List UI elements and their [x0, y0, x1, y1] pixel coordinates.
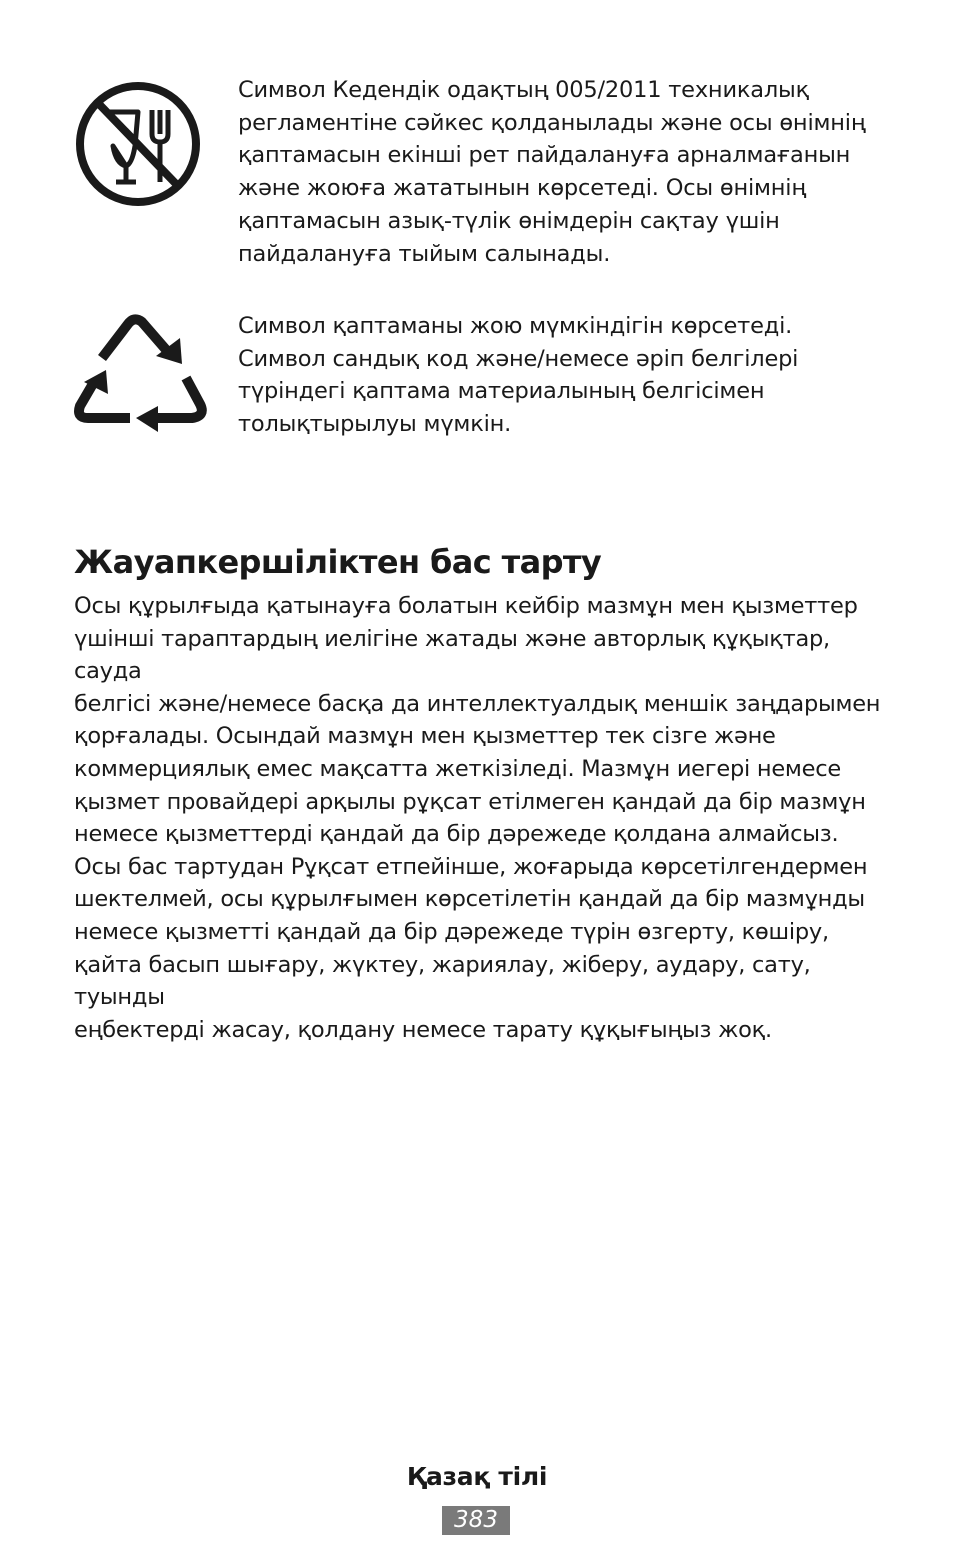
symbol-description: Символ қаптаманы жою мүмкіндігін көрсетеді. Символ сандық код және/немесе әріп белгілері түріндегі қаптама материалының белгісімен толықтырылуы мүмкін.	[238, 313, 799, 438]
recycle-icon	[72, 312, 212, 440]
no-food-contact-notice	[72, 76, 892, 276]
symbol-description: Символ Кедендік одақтың 005/2011 техникалық регламентіне сәйкес қолданылады және осы өнімнің қаптамасын екінші рет пайдалануға арналмағанын және жоюға жататынын көрсетеді. Осы өнімнің қаптамасын азық-түлік өнімдерін сақтау үшін пайдалануға тыйым салынады.	[238, 77, 866, 267]
recycle-notice	[72, 312, 892, 452]
no-food-contact-icon	[72, 76, 204, 208]
page-number-badge: 383	[442, 1506, 510, 1535]
section-body: Осы құрылғыда қатынауға болатын кейбір мазмұн мен қызметтер үшінші тараптардың иелігіне жатады және авторлық құқықтар, сауда белгісі және/немесе басқа да интеллектуалдық меншік заңдарымен қорғалады. Осындай мазмұн мен қызметтер тек сізге және коммерциялық емес мақсатта жеткізіледі. Мазмұн иегері немесе қызмет провайдері арқылы рұқсат етілмеген қандай да бір мазмұн немесе қызметтерді қандай да бір дәрежеде қолдана алмайсыз. Осы бас тартудан Рұқсат етпейінше, жоғарыда көрсетілгендермен шектелмей, осы құрылғымен көрсетілетін қандай да бір мазмұнды немесе қызметті қандай да бір дәрежеде түрін өзгерту, көшіру, қайта басып шығару, жүктеу, жариялау, жіберу, аудару, сату, туынды еңбектерді жасау, қолдану немесе тарату құқығыңыз жоқ.	[74, 593, 881, 1043]
footer-language: Қазақ тілі	[406, 1462, 548, 1491]
section-title: Жауапкершіліктен бас тарту	[74, 543, 602, 581]
